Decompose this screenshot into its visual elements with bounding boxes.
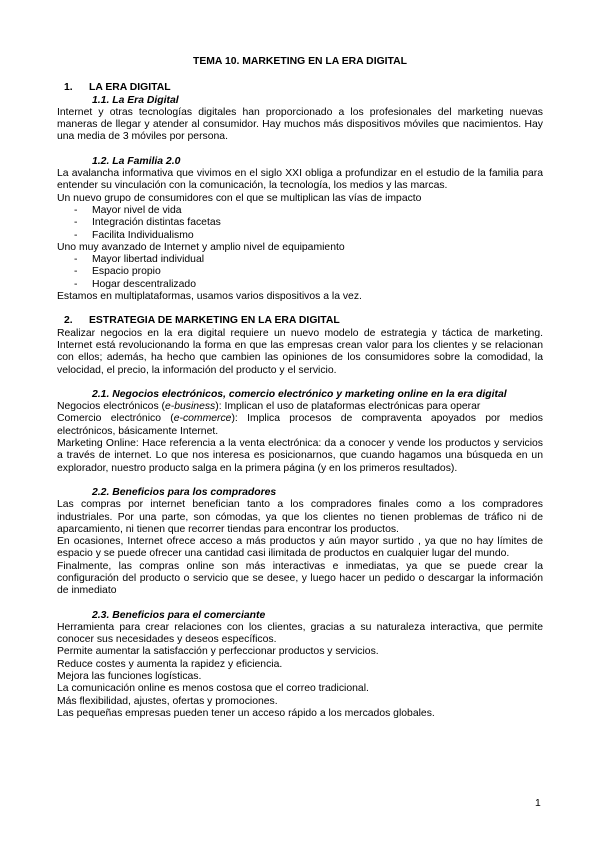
subsection-2-3-line: Mejora las funciones logísticas.: [57, 671, 202, 683]
list-equipment: [57, 254, 543, 291]
subsection-1-2-paragraph-3: Uno muy avanzado de Internet y amplio nivel de equipamiento: [57, 241, 345, 253]
page-number: 1: [535, 798, 541, 809]
subsection-2-1-line-1: Negocios electrónicos (e-business): Implican el uso de plataformas electrónicas para operar: [57, 401, 481, 413]
section-2-title: ESTRATEGIA DE MARKETING EN LA ERA DIGITAL: [89, 315, 340, 327]
subsection-1-1-paragraph: Internet y otras tecnologías digitales han proporcionado a los profesionales del marketing nuevas maneras de llegar y atender al consumidor. Hay muchos más dispositivos móviles que nacimientos. Hay una media de 3 móviles por persona.: [57, 106, 543, 143]
subsection-2-2-paragraph-2: En ocasiones, Internet ofrece acceso a más productos y aún mayor surtido , ya que no hay límites de espacio y se puede ofrecer una cantidad casi ilimitada de productos en cualquier lugar del mundo.: [57, 536, 543, 560]
subsection-2-3-line: La comunicación online es menos costosa que el correo tradicional.: [57, 683, 369, 695]
subsection-2-1-line-2: Comercio electrónico (e-commerce): Implica procesos de compraventa apoyados por medios electrónicos, básicamente Internet.: [57, 413, 543, 437]
list-item: - Hogar descentralizado: [74, 278, 196, 290]
list-item: - Mayor nivel de vida: [74, 204, 182, 216]
subsection-2-3-line: Herramienta para crear relaciones con los clientes, gracias a su naturaleza interactiva, que permite conocer sus necesidades y deseos específicos.: [57, 621, 543, 646]
page-title: TEMA 10. MARKETING EN LA ERA DIGITAL: [193, 56, 407, 67]
page-content: [57, 56, 543, 720]
section-1-number: 1.: [64, 82, 73, 94]
section-2-paragraph: Realizar negocios en la era digital requiere un nuevo modelo de estrategia y táctica de marketing. Internet está revolucionando la forma en que las empresas crean valor para los clientes y se relacionan con ellos; además, ha hecho que cambien las opiniones de los consumidores sobre la comodidad, la velocidad, el precio, la información del producto y el servicio.: [57, 327, 543, 376]
subsection-1-2-paragraph-1: La avalancha informativa que vivimos en el siglo XXI obliga a profundizar en el estudio de la familia para entender su vinculación con la comunicación, la tecnología, los medios y las marcas.: [57, 168, 543, 192]
section-2-heading: [57, 315, 543, 327]
subsection-2-1-paragraph-3: Marketing Online: Hace referencia a la venta electrónica: da a conocer y vende los productos y servicios a través de internet. Lo que nos interesa es posicionarnos, que cuando hagamos una búsqueda en un explorador, nuestro producto salga en la primera página (y en los primeros resultados).: [57, 438, 543, 474]
section-1-heading: [57, 82, 543, 94]
subsection-1-2-heading: 1.2. La Familia 2.0: [92, 155, 181, 167]
subsection-1-2-paragraph-2: Un nuevo grupo de consumidores con el que se multiplican las vías de impacto: [57, 192, 422, 204]
section-1-title: LA ERA DIGITAL: [89, 82, 171, 94]
subsection-2-3-line: Permite aumentar la satisfacción y perfeccionar productos y servicios.: [57, 646, 379, 658]
list-item: - Mayor libertad individual: [74, 254, 205, 266]
section-2-number: 2.: [64, 315, 73, 327]
subsection-1-1-heading: 1.1. La Era Digital: [92, 94, 179, 106]
list-consumers: [57, 205, 543, 242]
list-item: - Espacio propio: [74, 266, 161, 278]
subsection-2-2-paragraph-3: Finalmente, las compras online son más interactivas e inmediatas, ya que se puede crear la configuración del producto o servicio que se desee, y luego hacer un pedido o descargar la información de inmediato: [57, 560, 543, 597]
subsection-2-2-heading: 2.2. Beneficios para los compradores: [92, 486, 277, 498]
subsection-2-3-line: Más flexibilidad, ajustes, ofertas y promociones.: [57, 695, 278, 707]
subsection-2-3-heading: 2.3. Beneficios para el comerciante: [92, 609, 266, 621]
subsection-2-3-line: Las pequeñas empresas pueden tener un acceso rápido a los mercados globales.: [57, 707, 435, 719]
subsection-1-2-paragraph-4: Estamos en multiplataformas, usamos varios dispositivos a la vez.: [57, 291, 362, 303]
subsection-2-3-line: Reduce costes y aumenta la rapidez y eficiencia.: [57, 658, 283, 670]
subsection-2-1-heading: 2.1. Negocios electrónicos, comercio electrónico y marketing online en la era digital: [92, 388, 507, 400]
subsection-2-2-paragraph-1: Las compras por internet benefician tanto a los compradores finales como a los compradores industriales. Por una parte, son cómodas, ya que los clientes no tienen problemas de tráfico ni de aparcamiento, ni tienen que recorrer tiendas para encontrar los productos.: [57, 499, 543, 535]
list-item: - Integración distintas facetas: [74, 217, 221, 229]
list-item: - Facilita Individualismo: [74, 229, 194, 241]
